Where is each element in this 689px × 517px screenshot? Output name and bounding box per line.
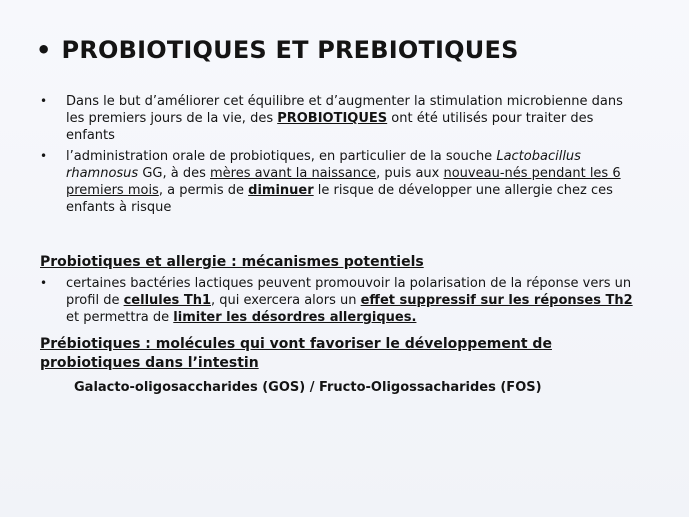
title-text: PROBIOTIQUES ET PREBIOTIQUES <box>61 36 519 64</box>
text-run: et permettra de <box>66 310 174 325</box>
list-item <box>40 275 640 326</box>
emphasis-limiter: limiter les désordres allergiques. <box>173 310 417 325</box>
text-run: , puis aux <box>376 166 444 181</box>
text-run: Dans le but d’améliorer cet équilibre et d’augmenter la stimulation microbienne dans les premiers jours de la vie, des <box>66 94 623 126</box>
bullet-mark: • <box>40 149 48 163</box>
bullet-list-probiotiques <box>40 93 640 220</box>
text-run: , qui exercera alors un <box>211 293 361 308</box>
list-item <box>40 148 640 216</box>
underline-nouveau-nes: nouveau-nés pendant les 6 premiers mois <box>66 166 621 198</box>
text-run: , a permis de <box>158 183 249 198</box>
gos-fos-line: Galacto-oligosaccharides (GOS) / Fructo-Oligossacharides (FOS) <box>74 380 542 395</box>
bullet-list-mecanismes <box>40 275 640 330</box>
underline-meres: mères avant la naissance <box>210 166 377 181</box>
emphasis-probiotiques: PROBIOTIQUES <box>277 111 388 126</box>
emphasis-th2: effet suppressif sur les réponses Th2 <box>360 293 633 308</box>
bullet-text <box>66 93 640 144</box>
bullet-text <box>66 148 640 216</box>
text-run: le risque de développer une allergie chez ces enfants à risque <box>66 183 613 215</box>
bullet-text <box>66 275 640 326</box>
bullet-mark: • <box>40 94 48 108</box>
slide-title <box>36 36 519 64</box>
list-item <box>40 93 640 144</box>
title-bullet: • <box>36 36 52 64</box>
heading-mecanismes: Probiotiques et allergie : mécanismes potentiels <box>40 254 424 270</box>
text-run: ont été utilisés pour traiter des enfants <box>66 111 594 143</box>
text-run: l’administration orale de probiotiques, en particulier de la souche <box>66 149 497 164</box>
bullet-mark: • <box>40 276 48 290</box>
heading-prebiotiques: Prébiotiques : molécules qui vont favoriser le développement de probiotiques dans l’intestin <box>40 336 552 371</box>
emphasis-th1: cellules Th1 <box>123 293 211 308</box>
species-name: Lactobacillus rhamnosus <box>66 149 581 181</box>
text-run: GG, à des <box>138 166 211 181</box>
emphasis-diminuer: diminuer <box>248 183 314 198</box>
text-run: certaines bactéries lactiques peuvent promouvoir la polarisation de la réponse vers un profil de <box>66 276 632 308</box>
